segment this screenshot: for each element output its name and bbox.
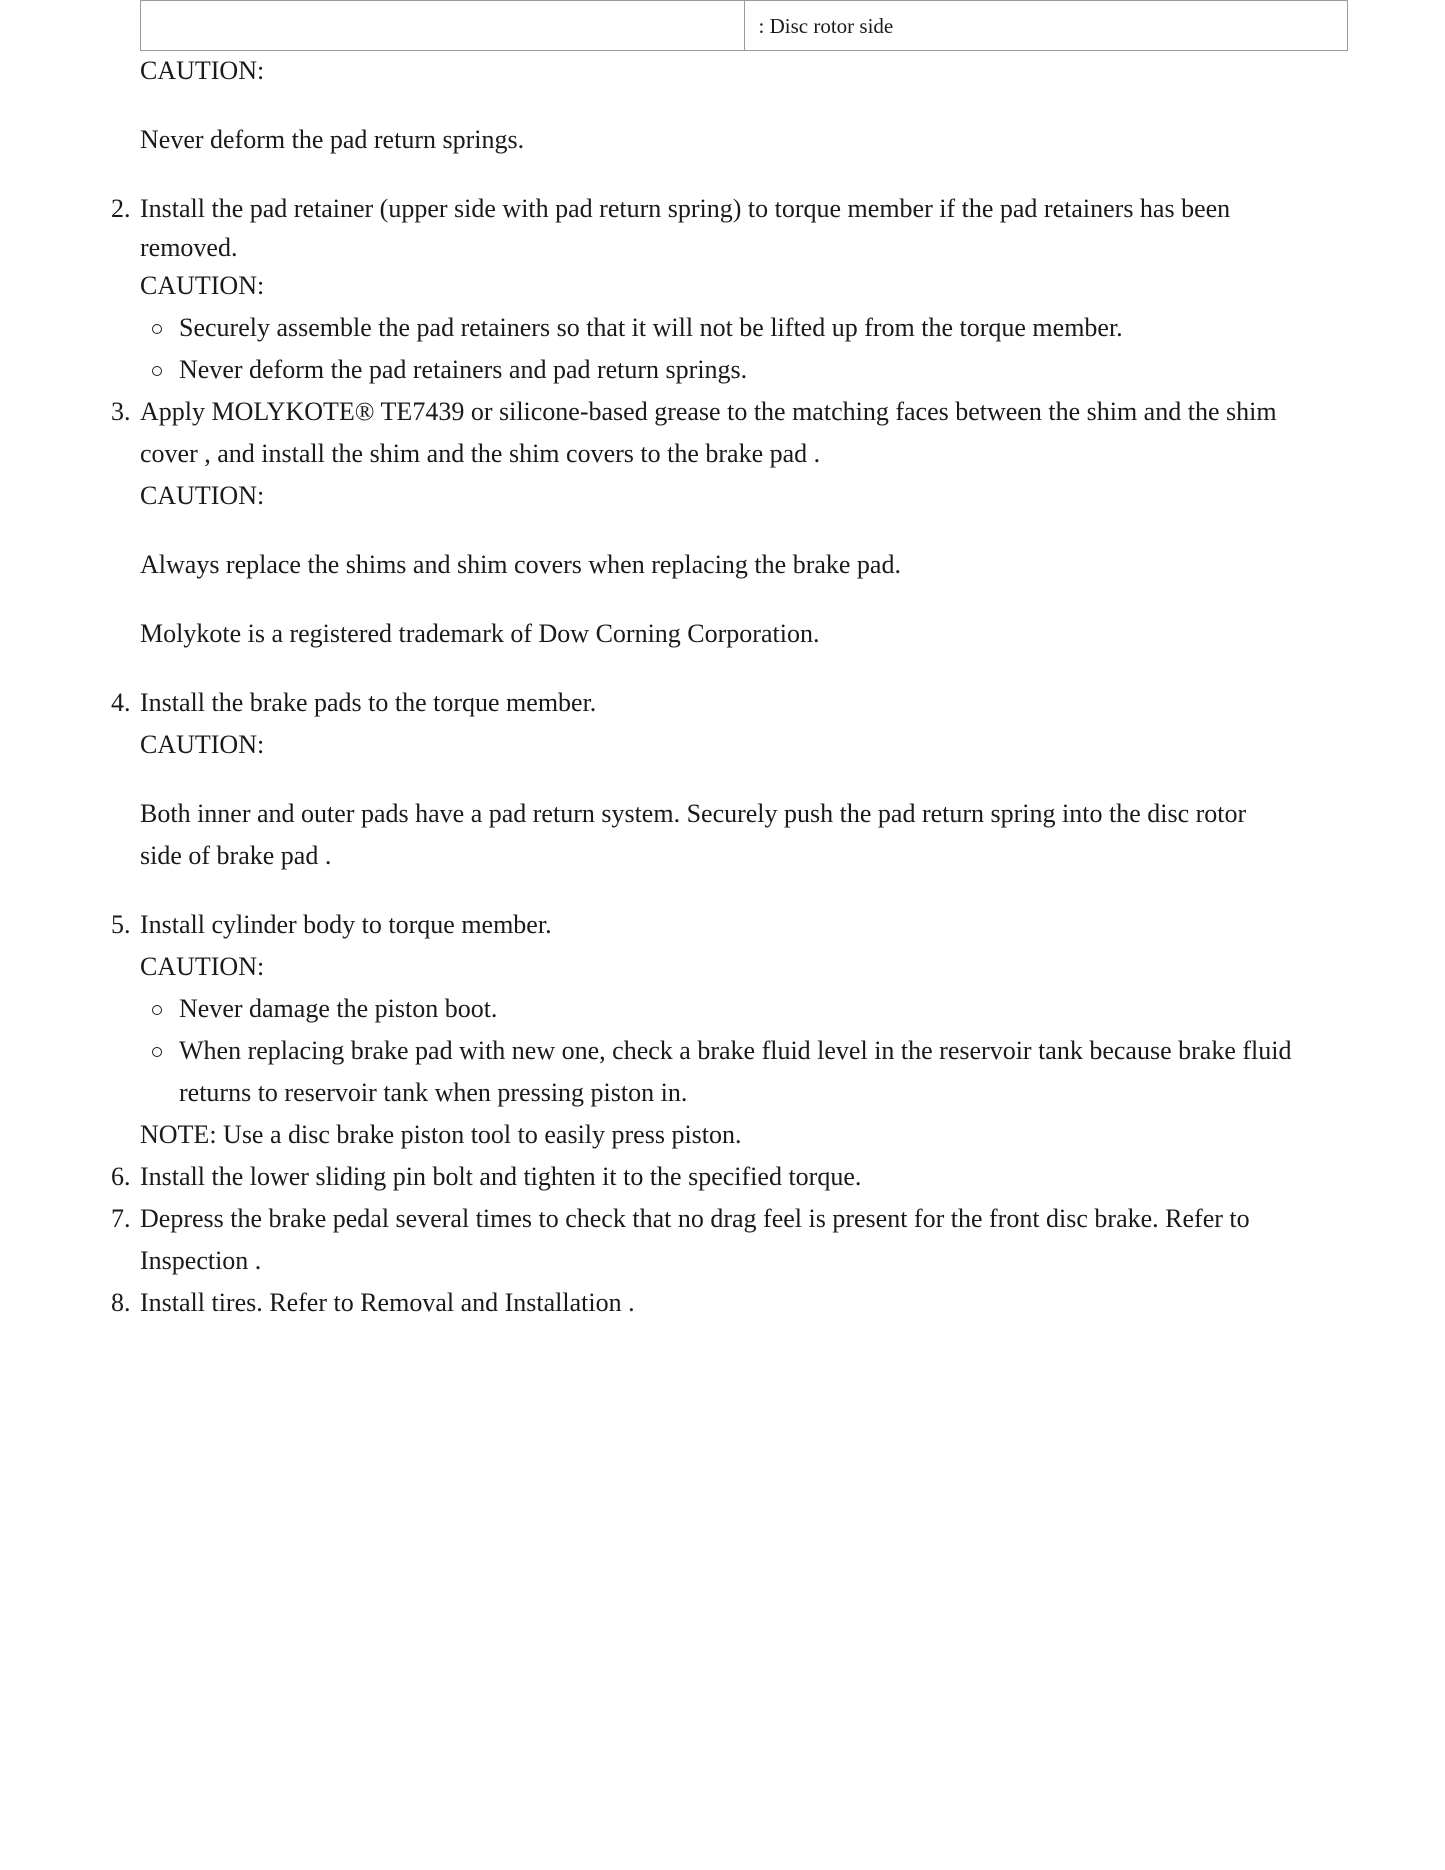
caution-text-continued: side of brake pad .: [140, 841, 332, 870]
caution-label: CAUTION:: [140, 952, 265, 981]
step-number: 5.: [111, 910, 131, 939]
step-2: [111, 188, 1350, 391]
circle-bullet-icon: [152, 1047, 162, 1057]
circle-bullet-icon: [152, 1005, 162, 1015]
trademark-note: Molykote is a registered trademark of Dow Corning Corporation.: [140, 619, 820, 648]
caution-item-text: Never damage the piston boot.: [179, 994, 498, 1023]
caution-label: CAUTION:: [140, 271, 265, 300]
caution-item: [140, 307, 1350, 349]
step-6: [111, 1156, 1350, 1198]
step-text: Install the pad retainer (upper side with pad return spring) to torque member if the pad retainers has been: [140, 194, 1231, 223]
step-number: 3.: [111, 397, 131, 426]
caution-text: Always replace the shims and shim covers when replacing the brake pad.: [140, 550, 901, 579]
caution-item-text: When replacing brake pad with new one, check a brake fluid level in the reservoir tank because brake fluid: [179, 1036, 1292, 1065]
step-8: [111, 1282, 1350, 1324]
legend-cell-disc-rotor-side: : Disc rotor side: [744, 1, 1348, 51]
caution-paragraph: [140, 793, 1350, 877]
step-3: [111, 391, 1350, 655]
step-text: Depress the brake pedal several times to check that no drag feel is present for the front disc brake. Refer to: [140, 1204, 1250, 1233]
caution-list: [140, 307, 1350, 391]
caution-item: [140, 349, 1350, 391]
caution-item: [140, 988, 1350, 1030]
step-text: Install the brake pads to the torque member.: [140, 688, 597, 717]
step-text-continued: Inspection .: [140, 1246, 262, 1275]
legend-row: [141, 1, 1348, 51]
step-7: [111, 1198, 1350, 1282]
step-text: Install tires. Refer to Removal and Installation .: [140, 1288, 635, 1317]
note-text: NOTE: Use a disc brake piston tool to easily press piston.: [140, 1120, 742, 1149]
circle-bullet-icon: [152, 366, 162, 376]
circle-bullet-icon: [152, 324, 162, 334]
step-text: Install the lower sliding pin bolt and tighten it to the specified torque.: [140, 1162, 862, 1191]
caution-text: Both inner and outer pads have a pad return system. Securely push the pad return spring into the disc rotor: [140, 799, 1247, 828]
step-text: Install cylinder body to torque member.: [140, 910, 552, 939]
caution-item: [140, 1030, 1350, 1114]
step-number: 2.: [111, 194, 131, 223]
step-text: Apply MOLYKOTE® TE7439 or silicone-based grease to the matching faces between the shim and the shim: [140, 397, 1277, 426]
step-text-continued: cover , and install the shim and the shim covers to the brake pad .: [140, 439, 821, 468]
step-number: 6.: [111, 1162, 131, 1191]
step-text-continued: removed.: [140, 233, 238, 262]
step-4: [111, 682, 1350, 877]
caution-item-text-continued: returns to reservoir tank when pressing piston in.: [179, 1078, 688, 1107]
step-number: 7.: [111, 1204, 131, 1233]
procedure-content: [111, 50, 1350, 1324]
legend-table: [140, 0, 1348, 51]
legend-cell-empty: [141, 1, 745, 51]
step-number: 8.: [111, 1288, 131, 1317]
caution-item-text: Securely assemble the pad retainers so that it will not be lifted up from the torque member.: [179, 313, 1123, 342]
caution-label: CAUTION:: [140, 56, 265, 85]
step-number: 4.: [111, 688, 131, 717]
caution-text: Never deform the pad return springs.: [140, 125, 525, 154]
step-5: [111, 904, 1350, 1156]
caution-label: CAUTION:: [140, 481, 265, 510]
caution-item-text: Never deform the pad retainers and pad return springs.: [179, 355, 748, 384]
caution-label: CAUTION:: [140, 730, 265, 759]
caution-list: [140, 988, 1350, 1114]
